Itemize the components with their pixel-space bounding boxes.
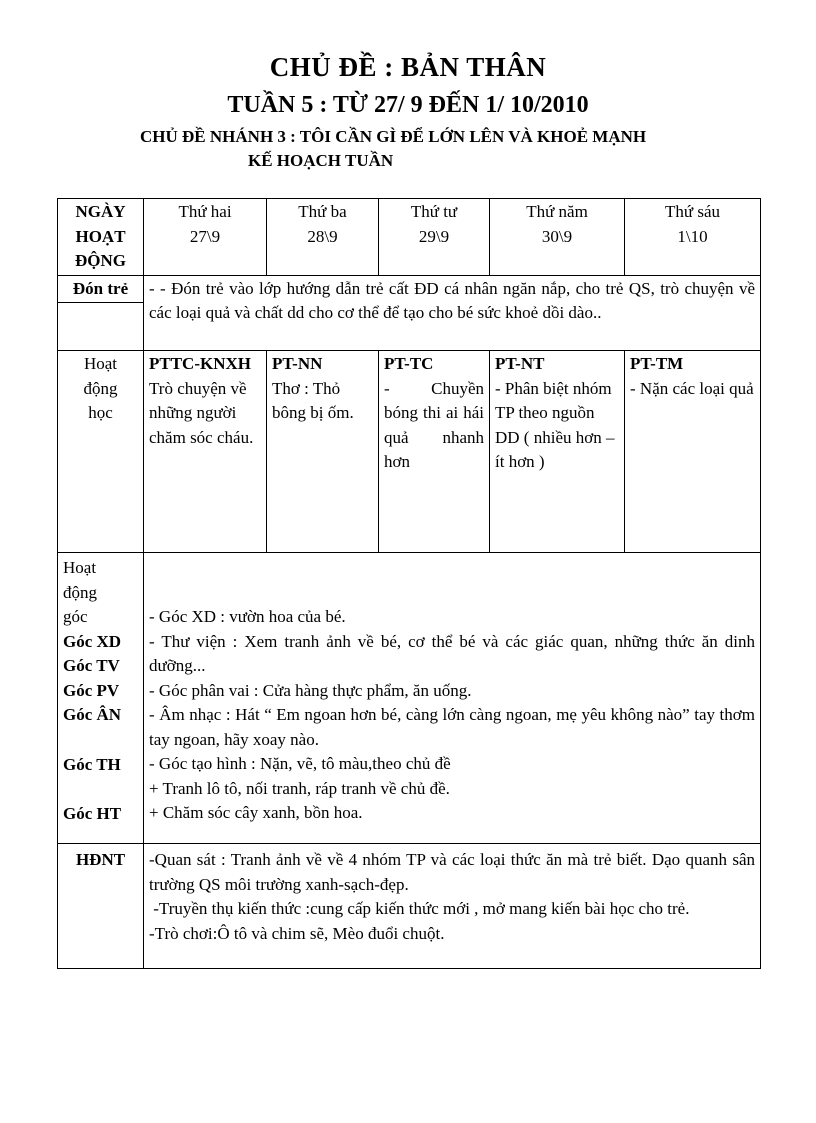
- corner-name: Góc ÂN: [63, 705, 122, 724]
- plan-title: KẾ HOẠCH TUẦN: [248, 151, 394, 170]
- label-line: góc: [63, 607, 88, 626]
- hdnt-line: -Truyền thụ kiến thức :cung cấp kiến thức mới , mở mang kiến bài học cho trẻ.: [149, 899, 690, 918]
- hoat-dong-goc-label: [58, 553, 144, 844]
- day-date: 30\9: [541, 226, 573, 246]
- hdnt-label: HĐNT: [58, 844, 144, 969]
- day-date: 29\9: [418, 226, 450, 246]
- activity-cell: [379, 351, 490, 553]
- label-line: động: [83, 378, 118, 398]
- goc-content: [144, 553, 761, 844]
- label-line: động: [63, 582, 97, 602]
- don-tre-label: Đón trẻ: [58, 275, 144, 303]
- hoat-dong-goc-row: [58, 553, 761, 844]
- activity-subject: PT-NT: [495, 354, 545, 373]
- corner-name: Góc XD: [63, 631, 122, 651]
- header-row: [58, 199, 761, 276]
- hoat-dong-hoc-label: [58, 351, 144, 553]
- label-line: học: [88, 403, 113, 422]
- don-tre-content: - - Đón trẻ vào lớp hướng dẫn trẻ cất ĐD cá nhân ngăn nắp, cho trẻ QS, trò chuyện về các loại quả và chất dd cho cơ thể để tạo cho bé sức khoẻ dồi dào..: [144, 275, 761, 351]
- label-line: Hoạt: [83, 354, 118, 373]
- hoat-dong-hoc-row: [58, 351, 761, 553]
- activity-content: - Phân biệt nhóm TP theo nguồn DD ( nhiều hơn – ít hơn ): [495, 378, 615, 471]
- label-line: Hoạt: [63, 558, 97, 577]
- day-date: 1\10: [677, 226, 708, 246]
- day-header: [625, 199, 761, 276]
- goc-line: - Góc XD : vườn hoa của bé.: [149, 607, 346, 626]
- empty-label-cell: [58, 303, 144, 351]
- day-date: 28\9: [307, 226, 338, 246]
- day-name: Thứ tư: [410, 202, 458, 221]
- corner-line: HOẠT: [75, 226, 126, 246]
- day-header: [144, 199, 267, 276]
- activity-cell: [625, 351, 761, 553]
- activity-cell: [267, 351, 379, 553]
- activity-subject: PTTC-KNXH: [149, 354, 251, 373]
- corner-name: Góc HT: [63, 804, 122, 823]
- hdnt-row: [58, 844, 761, 969]
- day-header: [267, 199, 379, 276]
- goc-line: + Tranh lô tô, nối tranh, ráp tranh về chủ đề.: [149, 778, 450, 798]
- day-header: [379, 199, 490, 276]
- activity-cell: [144, 351, 267, 553]
- goc-line: - Âm nhạc : Hát “ Em ngoan hơn bé, càng lớn càng ngoan, mẹ yêu không nào” tay thơm tay ngoan, hãy xoay nào.: [149, 705, 755, 749]
- day-name: Thứ hai: [178, 202, 232, 221]
- corner-name: Góc PV: [63, 680, 120, 700]
- goc-line: - Góc phân vai : Cửa hàng thực phẩm, ăn uống.: [149, 680, 472, 700]
- corner-line: NGÀY: [75, 202, 126, 221]
- page-title: CHỦ ĐỀ : BẢN THÂN: [269, 52, 547, 82]
- goc-line: - Góc tạo hình : Nặn, vẽ, tô màu,theo chủ đề: [149, 754, 451, 773]
- day-name: Thứ sáu: [664, 202, 720, 221]
- week-range: TUẦN 5 : TỪ 27/ 9 ĐẾN 1/ 10/2010: [227, 92, 589, 118]
- corner-line: ĐỘNG: [75, 251, 126, 270]
- goc-line: - Thư viện : Xem tranh ảnh về bé, cơ thể bé và các giác quan, những thức ăn dinh dưỡng...: [149, 631, 755, 675]
- day-name: Thứ năm: [526, 202, 588, 221]
- hdnt-line: -Quan sát : Tranh ảnh về về 4 nhóm TP và các loại thức ăn mà trẻ biết. Dạo quanh sân trường QS môi trường xanh-sạch-đẹp.: [149, 850, 755, 894]
- don-tre-row: [58, 275, 761, 303]
- activity-subject: PT-TM: [630, 354, 684, 373]
- weekly-plan-table: [57, 198, 761, 969]
- subtopic: CHỦ ĐỀ NHÁNH 3 : TÔI CẦN GÌ ĐỂ LỚN LÊN VÀ KHOẺ MẠNH: [140, 127, 647, 146]
- activity-content: - Chuyền bóng thi ai hái quả nhanh hơn: [384, 378, 484, 471]
- activity-content: Trò chuyện về những người chăm sóc cháu.: [149, 378, 254, 447]
- day-name: Thứ ba: [298, 202, 347, 221]
- activity-subject: PT-NN: [272, 354, 323, 373]
- day-header: [490, 199, 625, 276]
- hdnt-line: -Trò chơi:Ô tô và chim sẽ, Mèo đuổi chuột.: [149, 923, 445, 943]
- activity-content: Thơ : Thỏ bông bị ốm.: [272, 378, 354, 422]
- corner-name: Góc TH: [63, 754, 121, 774]
- activity-cell: [490, 351, 625, 553]
- activity-subject: PT-TC: [384, 354, 434, 373]
- corner-name: Góc TV: [63, 656, 120, 675]
- goc-line: + Chăm sóc cây xanh, bồn hoa.: [149, 803, 363, 822]
- activity-content: - Nặn các loại quả: [630, 378, 754, 398]
- hdnt-content: [144, 844, 761, 969]
- day-date: 27\9: [189, 226, 221, 246]
- corner-cell: [58, 199, 144, 276]
